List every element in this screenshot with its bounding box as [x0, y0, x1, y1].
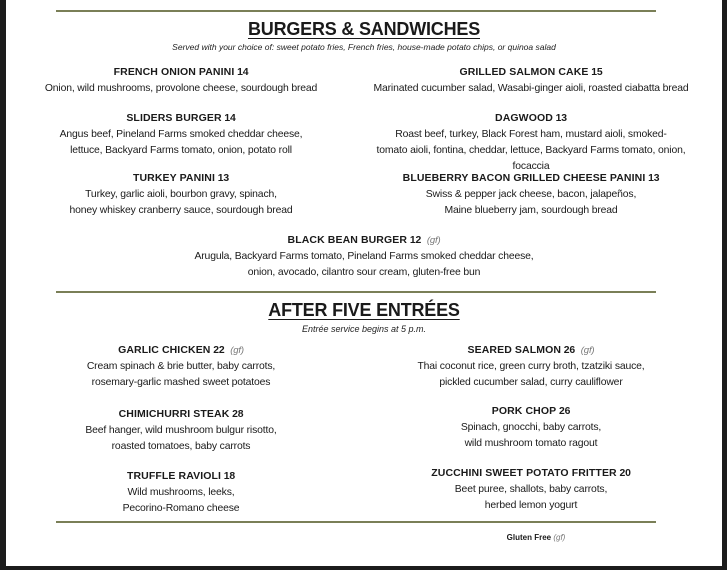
item-description: roasted tomatoes, baby carrots	[111, 441, 251, 452]
menu-item-pork-chop	[366, 403, 696, 452]
item-price: 22	[213, 345, 225, 356]
entrees-subtitle: Entrée service begins at 5 p.m.	[301, 324, 427, 334]
item-description: lettuce, Backyard Farms tomato, onion, potato roll	[70, 145, 292, 156]
menu-item-dagwood	[366, 110, 696, 175]
item-price: 13	[555, 113, 567, 124]
item-name: GRILLED SALMON CAKE	[459, 66, 589, 78]
item-description: Turkey, garlic aioli, bourbon gravy, spinach,	[85, 189, 277, 200]
item-description: herbed lemon yogurt	[484, 500, 578, 511]
item-description: tomato aioli, fontina, cheddar, lettuce, Backyard Farms tomato, onion, focaccia	[376, 145, 686, 172]
item-name: FRENCH ONION PANINI	[113, 66, 235, 78]
item-name: TRUFFLE RAVIOLI	[126, 470, 222, 482]
item-price: 14	[237, 67, 249, 78]
bottom-rule	[56, 521, 656, 523]
burgers-subtitle: Served with your choice of: sweet potato fries, French fries, house-made potato chips, or quinoa salad	[172, 42, 556, 52]
item-description: Roast beef, turkey, Black Forest ham, mustard aioli, smoked-	[395, 129, 667, 140]
item-description: Beef hanger, wild mushroom bulgur risotto,	[85, 425, 277, 436]
gluten-free-tag: (gf)	[426, 235, 441, 246]
menu-item-seared-salmon	[366, 342, 696, 391]
item-name: DAGWOOD	[495, 112, 553, 124]
menu-item-truffle-ravioli	[36, 468, 326, 517]
item-name: PORK CHOP	[491, 405, 557, 417]
item-price: 13	[648, 173, 660, 184]
item-name: GARLIC CHICKEN	[118, 344, 211, 356]
item-description: Cream spinach & brie butter, baby carrots,	[86, 361, 276, 372]
menu-page	[6, 0, 722, 566]
menu-item-sliders-burger	[36, 110, 326, 159]
menu-item-grilled-salmon-cake	[366, 64, 696, 97]
burgers-section-title: BURGERS & SANDWICHES	[247, 19, 480, 39]
item-description: Angus beef, Pineland Farms smoked cheddar cheese,	[59, 129, 303, 140]
legend-label: Gluten Free	[506, 533, 552, 542]
section-divider	[56, 291, 656, 293]
item-name: SLIDERS BURGER	[126, 112, 222, 124]
item-name: CHIMICHURRI STEAK	[118, 408, 230, 420]
gluten-free-tag: (gf)	[230, 345, 244, 356]
item-price: 26	[558, 406, 571, 417]
menu-item-zucchini-sweet-potato-fritter	[366, 465, 696, 514]
item-name: ZUCCHINI SWEET POTATO FRITTER	[431, 467, 617, 479]
item-description: pickled cucumber salad, curry cauliflower	[439, 377, 623, 388]
item-price: 26	[563, 345, 576, 356]
item-price: 14	[224, 113, 236, 124]
menu-item-turkey-panini	[36, 170, 326, 219]
item-name: BLACK BEAN BURGER	[287, 234, 408, 246]
item-description: rosemary-garlic mashed sweet potatoes	[91, 377, 271, 388]
item-description: wild mushroom tomato ragout	[464, 438, 598, 449]
menu-item-black-bean-burger	[156, 232, 572, 281]
gluten-free-tag: (gf)	[580, 345, 595, 356]
item-description: Onion, wild mushrooms, provolone cheese, sourdough bread	[44, 83, 318, 94]
item-description: Thai coconut rice, green curry broth, tzatziki sauce,	[417, 361, 645, 372]
item-description: Marinated cucumber salad, Wasabi-ginger aioli, roasted ciabatta bread	[373, 83, 689, 94]
entrees-section-title: AFTER FIVE ENTRÉES	[268, 300, 460, 320]
item-description: Maine blueberry jam, sourdough bread	[444, 205, 618, 216]
item-price: 20	[619, 468, 631, 479]
item-description: Wild mushrooms, leeks,	[127, 487, 235, 498]
legend-gf-tag: (gf)	[553, 533, 566, 542]
item-description: onion, avocado, cilantro sour cream, gluten-free bun	[247, 267, 481, 278]
menu-item-blueberry-bacon-grilled-cheese-panini	[366, 170, 696, 219]
item-price: 12	[409, 235, 422, 246]
menu-item-garlic-chicken	[36, 342, 326, 391]
item-price: 13	[217, 173, 230, 184]
item-description: Beet puree, shallots, baby carrots,	[454, 484, 608, 495]
menu-item-french-onion-panini	[36, 64, 326, 97]
item-name: SEARED SALMON	[467, 344, 562, 356]
top-rule	[56, 10, 656, 12]
menu-item-chimichurri-steak	[36, 406, 326, 455]
item-description: Pecorino-Romano cheese	[122, 503, 240, 514]
item-price: 28	[232, 409, 244, 420]
item-price: 18	[223, 471, 236, 482]
gluten-free-legend	[476, 533, 596, 542]
item-description: Spinach, gnocchi, baby carrots,	[460, 422, 602, 433]
item-name: BLUEBERRY BACON GRILLED CHEESE PANINI	[402, 172, 646, 184]
item-price: 15	[591, 67, 603, 78]
item-description: Arugula, Backyard Farms tomato, Pineland Farms smoked cheddar cheese,	[194, 251, 534, 262]
item-name: TURKEY PANINI	[132, 172, 215, 184]
item-description: honey whiskey cranberry sauce, sourdough bread	[69, 205, 293, 216]
item-description: Swiss & pepper jack cheese, bacon, jalapeños,	[425, 189, 637, 200]
